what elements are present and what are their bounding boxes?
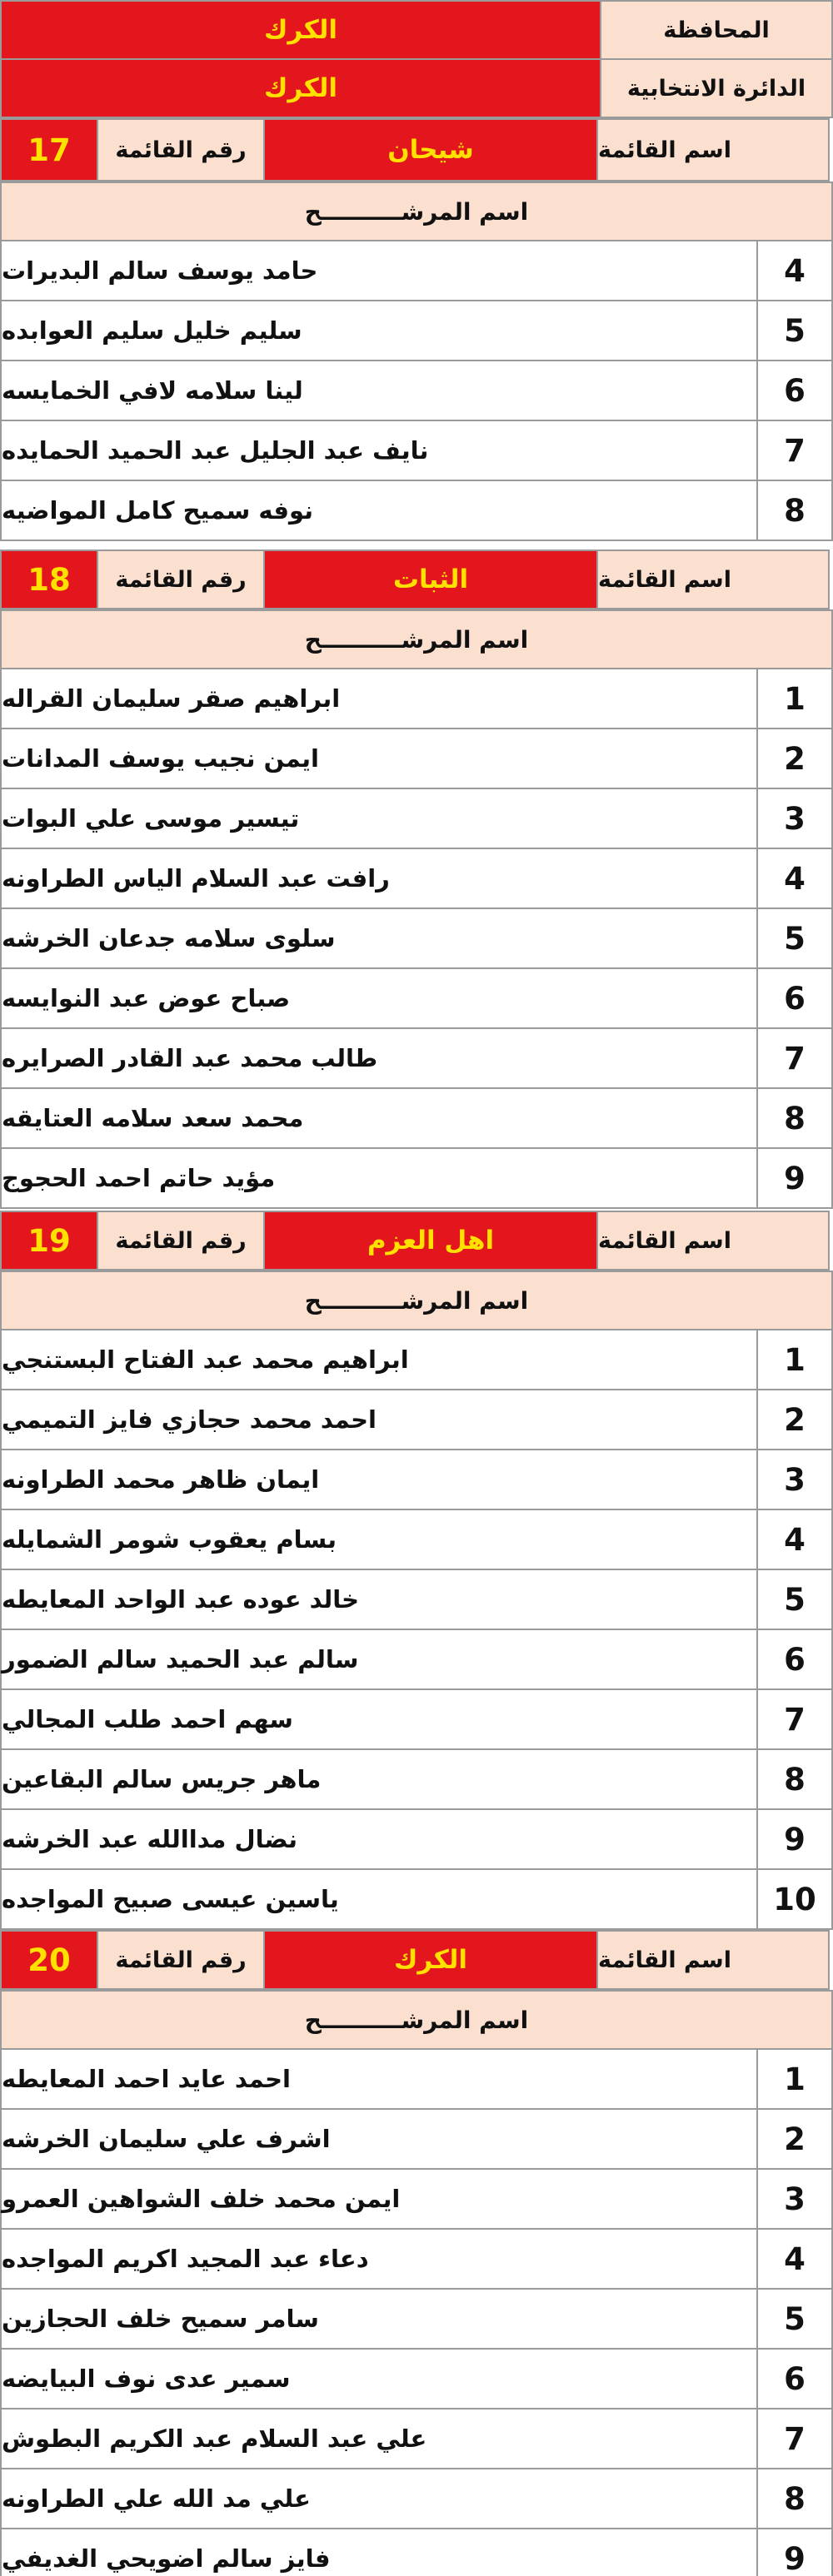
table-row: [0, 1750, 833, 1810]
list-name-label: اسم القائمة: [596, 1930, 830, 1990]
candidate-name: لينا سلامه لافي الخمايسه: [2, 361, 758, 420]
table-row: [0, 241, 833, 301]
table-row: [0, 1089, 833, 1149]
list-header-20: [0, 1930, 833, 1990]
table-row: [0, 969, 833, 1029]
table-row: [0, 849, 833, 909]
district-label: الدائرة الانتخابية: [600, 58, 833, 118]
candidate-index: 1: [784, 2061, 806, 2097]
candidate-name: سلوى سلامه جدعان الخرشه: [2, 909, 758, 967]
candidate-index: 10: [773, 1881, 816, 1917]
candidate-name: سامر سميح خلف الحجازين: [2, 2290, 758, 2348]
candidate-name: ماهر جريس سالم البقاعين: [2, 1750, 758, 1808]
table-row: [0, 481, 833, 541]
table-row: [0, 1149, 833, 1209]
candidate-name: محمد سعد سلامه العتايقه: [2, 1089, 758, 1147]
table-row: [0, 1450, 833, 1510]
candidate-name-header: اسم المرشــــــــــح: [0, 1271, 833, 1330]
table-row: [0, 2050, 833, 2110]
list-name-label: اسم القائمة: [596, 1211, 830, 1271]
candidate-name: طالب محمد عبد القادر الصرايره: [2, 1029, 758, 1087]
district-value: الكرك: [0, 58, 601, 118]
table-row: [0, 2469, 833, 2529]
table-row: [0, 1510, 833, 1570]
candidate-index: 9: [784, 2540, 806, 2576]
candidate-name: ايمن محمد خلف الشواهين العمرو: [2, 2170, 758, 2228]
candidate-name: سليم خليل سليم العوابده: [2, 301, 758, 360]
governorate-value: الكرك: [0, 0, 601, 60]
list-name: الثبات: [263, 550, 598, 609]
table-row: [0, 2290, 833, 2350]
candidate-index: 8: [784, 492, 806, 529]
list-header-17: [0, 118, 833, 182]
candidate-name: احمد عايد احمد المعايطه: [2, 2050, 758, 2108]
candidate-index: 6: [784, 372, 806, 409]
district-row: [0, 58, 833, 118]
candidate-index: 4: [784, 1521, 806, 1558]
candidate-index: 7: [784, 1040, 806, 1077]
candidate-index: 6: [784, 980, 806, 1017]
candidate-name: علي عبد السلام عبد الكريم البطوش: [2, 2409, 758, 2468]
candidate-index: 3: [784, 1461, 806, 1498]
list-name: الكرك: [263, 1930, 598, 1990]
candidate-index: 9: [784, 1821, 806, 1857]
list-header-19: [0, 1211, 833, 1271]
candidate-name: ياسين عيسى صبيح المواجده: [2, 1870, 758, 1928]
candidate-index: 6: [784, 1641, 806, 1678]
candidate-index: 5: [784, 312, 806, 349]
candidate-index: 4: [784, 2240, 806, 2277]
list-number-label: رقم القائمة: [97, 1930, 265, 1990]
candidate-name: سمير عدى نوف البيايضه: [2, 2350, 758, 2408]
candidate-index: 2: [784, 740, 806, 777]
candidate-name-header: اسم المرشــــــــــح: [0, 609, 833, 669]
candidates-table-18: [0, 609, 833, 1209]
table-row: [0, 421, 833, 481]
candidates-table-20: [0, 1990, 833, 2576]
list-name: شيحان: [263, 118, 598, 182]
table-row: [0, 669, 833, 729]
candidates-table-17: [0, 182, 833, 541]
table-row: [0, 1630, 833, 1690]
candidate-index: 3: [784, 2181, 806, 2217]
candidate-name: علي مد الله علي الطراونه: [2, 2469, 758, 2528]
list-name-label: اسم القائمة: [596, 550, 830, 609]
list-header-18: [0, 550, 833, 609]
candidate-name: رافت عبد السلام الياس الطراونه: [2, 849, 758, 908]
table-row: [0, 2529, 833, 2576]
table-row: [0, 1029, 833, 1089]
table-row: [0, 2409, 833, 2469]
table-row: [0, 789, 833, 849]
table-row: [0, 1870, 833, 1930]
table-row: [0, 2230, 833, 2290]
candidate-index: 7: [784, 2420, 806, 2457]
candidate-index: 4: [784, 860, 806, 897]
table-row: [0, 1690, 833, 1750]
list-number-label: رقم القائمة: [97, 1211, 265, 1271]
candidate-name: بسام يعقوب شومر الشمايله: [2, 1510, 758, 1569]
table-row: [0, 729, 833, 789]
candidate-index: 7: [784, 1701, 806, 1738]
table-row: [0, 301, 833, 361]
list-number-label: رقم القائمة: [97, 550, 265, 609]
candidate-name: مؤيد حاتم احمد الحجوج: [2, 1149, 758, 1207]
candidate-index: 2: [784, 1401, 806, 1438]
candidate-name: سالم عبد الحميد سالم الضمور: [2, 1630, 758, 1688]
governorate-row: [0, 0, 833, 60]
list-number: 20: [0, 1930, 98, 1990]
candidate-index: 7: [784, 432, 806, 469]
candidates-table-19: [0, 1271, 833, 1930]
table-row: [0, 1390, 833, 1450]
candidate-index: 4: [784, 252, 806, 289]
candidate-name: سهم احمد طلب المجالي: [2, 1690, 758, 1748]
candidate-name: تيسير موسى علي البوات: [2, 789, 758, 848]
candidate-name: خالد عوده عبد الواحد المعايطه: [2, 1570, 758, 1629]
candidate-index: 8: [784, 2480, 806, 2517]
candidate-name-header: اسم المرشــــــــــح: [0, 182, 833, 241]
candidate-name: نضال مداالله عبد الخرشه: [2, 1810, 758, 1868]
candidate-name: نوفه سميح كامل المواضيه: [2, 481, 758, 540]
candidate-name: فايز سالم اضويحي الغديفي: [2, 2529, 758, 2576]
list-number-label: رقم القائمة: [97, 118, 265, 182]
candidate-index: 2: [784, 2121, 806, 2157]
table-row: [0, 361, 833, 421]
candidate-index: 1: [784, 1341, 806, 1378]
candidate-name: اشرف علي سليمان الخرشه: [2, 2110, 758, 2168]
list-name: اهل العزم: [263, 1211, 598, 1271]
table-row: [0, 2170, 833, 2230]
candidate-index: 5: [784, 1581, 806, 1618]
candidate-index: 3: [784, 800, 806, 837]
list-number: 19: [0, 1211, 98, 1271]
candidate-name-header: اسم المرشــــــــــح: [0, 1990, 833, 2050]
candidate-index: 5: [784, 920, 806, 957]
table-row: [0, 2110, 833, 2170]
table-row: [0, 909, 833, 969]
candidate-name: ابراهيم صقر سليمان القراله: [2, 669, 758, 728]
list-number: 17: [0, 118, 98, 182]
candidate-name: دعاء عبد المجيد اكريم المواجده: [2, 2230, 758, 2288]
list-number: 18: [0, 550, 98, 609]
candidate-name: ايمان ظاهر محمد الطراونه: [2, 1450, 758, 1509]
candidate-index: 1: [784, 680, 806, 717]
table-row: [0, 1810, 833, 1870]
candidate-index: 6: [784, 2360, 806, 2397]
table-row: [0, 1330, 833, 1390]
table-row: [0, 2350, 833, 2409]
candidate-index: 9: [784, 1160, 806, 1196]
table-row: [0, 1570, 833, 1630]
list-name-label: اسم القائمة: [596, 118, 830, 182]
candidate-index: 5: [784, 2300, 806, 2337]
governorate-label: المحافظة: [600, 0, 833, 60]
candidate-name: ايمن نجيب يوسف المدانات: [2, 729, 758, 788]
candidate-index: 8: [784, 1100, 806, 1136]
candidate-name: نايف عبد الجليل عبد الحميد الحمايده: [2, 421, 758, 480]
candidate-name: ابراهيم محمد عبد الفتاح البستنجي: [2, 1330, 758, 1389]
candidate-name: احمد محمد حجازي فايز التميمي: [2, 1390, 758, 1449]
candidate-name: صباح عوض عبد النوايسه: [2, 969, 758, 1027]
candidate-index: 8: [784, 1761, 806, 1798]
candidate-name: حامد يوسف سالم البديرات: [2, 241, 758, 300]
